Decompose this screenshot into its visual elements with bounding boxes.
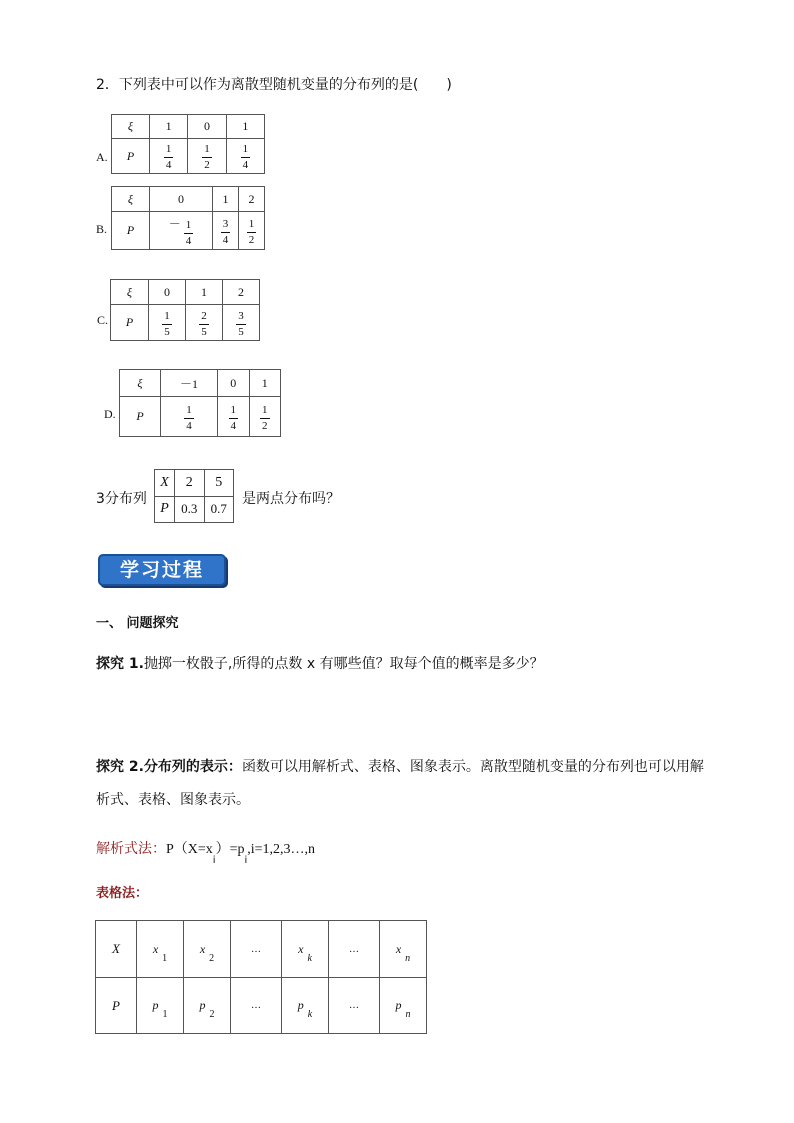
negative-sign: － — [168, 216, 181, 231]
formula-subscript: i — [212, 855, 216, 866]
fraction-cell — [161, 397, 218, 437]
ellipsis-cell: … — [231, 978, 282, 1034]
explore-1-text: 抛掷一枚骰子,所得的点数 x 有哪些值？取每个值的概率是多少？ — [143, 656, 544, 672]
numerator: 1 — [184, 405, 194, 419]
formula-part-a: P（X=x — [166, 842, 213, 857]
value-cell: 5 — [204, 470, 234, 497]
denominator: 4 — [186, 419, 192, 432]
x-subscript: k — [307, 952, 312, 964]
denominator: 4 — [222, 233, 229, 246]
fraction — [162, 311, 172, 338]
fraction-cell — [188, 139, 226, 174]
question-3-prefix: 3分布列 — [96, 491, 147, 507]
denominator: 4 — [242, 159, 249, 171]
table-method-label: 表格法： — [96, 886, 149, 901]
fraction — [199, 311, 209, 338]
p-cell — [282, 978, 329, 1034]
prob-value-cell: 0.3 — [175, 496, 205, 523]
explore-2-line-1 — [96, 756, 704, 776]
fraction-cell — [218, 397, 249, 437]
explore-1 — [96, 653, 544, 673]
value-cell: －1 — [161, 370, 218, 397]
option-b-label: B. — [96, 222, 108, 236]
fraction-cell — [226, 139, 264, 174]
formula-subscript: i — [244, 855, 248, 866]
ellipsis-cell: … — [231, 921, 282, 978]
denominator: 5 — [201, 325, 207, 338]
denominator: 4 — [165, 159, 172, 171]
question-2-text: 2．下列表中可以作为离散型随机变量的分布列的是( ) — [96, 77, 452, 93]
value-cell: 0 — [188, 115, 226, 139]
p-subscript: n — [405, 1009, 411, 1020]
value-cell: 2 — [175, 470, 205, 497]
section-heading: 一、 问题探究 — [96, 616, 179, 631]
denominator: 4 — [230, 419, 236, 432]
fraction-cell — [239, 212, 265, 250]
prob-cell: P — [112, 212, 150, 250]
numerator: 1 — [164, 144, 174, 158]
option-b-table — [111, 186, 265, 250]
x-main: x — [199, 941, 206, 956]
option-d-table — [119, 369, 281, 437]
fraction-cell — [150, 212, 213, 250]
fraction — [202, 144, 212, 171]
p-cell — [380, 978, 427, 1034]
value-cell: 1 — [150, 115, 188, 139]
var-cell: ξ — [120, 370, 161, 397]
question-3-table — [154, 469, 234, 523]
fraction-cell — [223, 305, 260, 341]
fraction-cell — [213, 212, 239, 250]
value-cell: 2 — [223, 280, 260, 305]
denominator: 2 — [204, 159, 210, 171]
p-cell — [137, 978, 184, 1034]
numerator: 3 — [236, 311, 246, 325]
var-cell: X — [155, 470, 175, 497]
denominator: 2 — [248, 233, 255, 246]
var-cell: X — [96, 921, 137, 978]
numerator: 1 — [202, 144, 212, 158]
x-cell — [184, 921, 231, 978]
denominator: 2 — [262, 419, 268, 432]
value-cell: 1 — [213, 187, 239, 212]
distribution-table — [95, 920, 427, 1034]
ellipsis-cell: … — [329, 978, 380, 1034]
denominator: 4 — [185, 234, 192, 247]
fraction — [221, 219, 231, 246]
numerator: 1 — [241, 144, 251, 158]
numerator: 1 — [184, 220, 194, 234]
prob-cell: P — [96, 978, 137, 1034]
x-cell — [380, 921, 427, 978]
p-subscript: 1 — [162, 1009, 168, 1020]
numerator: 1 — [162, 311, 172, 325]
option-a-table — [111, 114, 265, 174]
p-main: p — [395, 998, 402, 1012]
value-cell: 0 — [149, 280, 186, 305]
x-cell — [282, 921, 329, 978]
p-main: p — [199, 998, 206, 1012]
fraction — [236, 311, 246, 338]
x-subscript: 1 — [162, 952, 168, 964]
var-cell: ξ — [112, 115, 150, 139]
p-subscript: 2 — [209, 1009, 215, 1020]
p-main: p — [152, 998, 159, 1012]
fraction — [241, 144, 251, 171]
option-a-label: A. — [96, 150, 108, 164]
prob-cell: P — [120, 397, 161, 437]
fraction — [229, 405, 239, 432]
analytic-label: 解析式法： — [96, 841, 166, 857]
x-main: x — [395, 941, 402, 956]
fraction — [247, 219, 257, 246]
analytic-formula — [96, 838, 316, 866]
section-banner: 学习过程 — [98, 554, 226, 586]
value-cell: 2 — [239, 187, 265, 212]
denominator: 5 — [164, 325, 170, 338]
numerator: 1 — [247, 219, 257, 233]
x-subscript: n — [405, 952, 411, 964]
explore-2-text: 函数可以用解析式、表格、图象表示。离散型随机变量的分布列也可以用解 — [241, 759, 704, 775]
fraction-cell — [150, 139, 188, 174]
formula-part-b: ）=p — [215, 842, 245, 857]
numerator: 1 — [229, 405, 239, 419]
option-d-label: D. — [104, 407, 116, 421]
var-cell: ξ — [111, 280, 149, 305]
p-main: p — [297, 998, 304, 1012]
explore-2-line-2: 析式、表格、图象表示。 — [96, 792, 250, 808]
prob-cell: P — [112, 139, 150, 174]
prob-cell: P — [155, 496, 175, 523]
fraction — [184, 220, 194, 247]
option-c-label: C. — [97, 313, 109, 327]
fraction-cell — [149, 305, 186, 341]
fraction-cell — [249, 397, 281, 437]
value-cell: 1 — [186, 280, 223, 305]
x-main: x — [152, 941, 159, 956]
fraction-cell — [186, 305, 223, 341]
p-cell — [184, 978, 231, 1034]
numerator: 3 — [221, 219, 231, 233]
x-main: x — [298, 941, 304, 956]
explore-1-label: 探究 1. — [96, 656, 144, 672]
formula-part-c: ,i=1,2,3…,n — [247, 842, 316, 857]
value-cell: 0 — [218, 370, 249, 397]
denominator: 5 — [238, 325, 244, 338]
option-c-table — [110, 279, 260, 341]
fraction — [260, 405, 270, 432]
ellipsis-cell: … — [329, 921, 380, 978]
p-subscript: k — [307, 1009, 313, 1020]
prob-cell: P — [111, 305, 149, 341]
value-cell: 0 — [150, 187, 213, 212]
value-cell: 1 — [226, 115, 264, 139]
value-cell: 1 — [249, 370, 281, 397]
var-cell: ξ — [112, 187, 150, 212]
fraction — [184, 405, 194, 432]
explore-2-label: 探究 2.分布列的表示： — [96, 759, 242, 775]
fraction — [164, 144, 174, 171]
prob-value-cell: 0.7 — [204, 496, 234, 523]
question-3-suffix: 是两点分布吗？ — [242, 491, 340, 507]
numerator: 1 — [260, 405, 270, 419]
x-cell — [137, 921, 184, 978]
x-subscript: 2 — [209, 952, 215, 964]
numerator: 2 — [199, 311, 209, 325]
